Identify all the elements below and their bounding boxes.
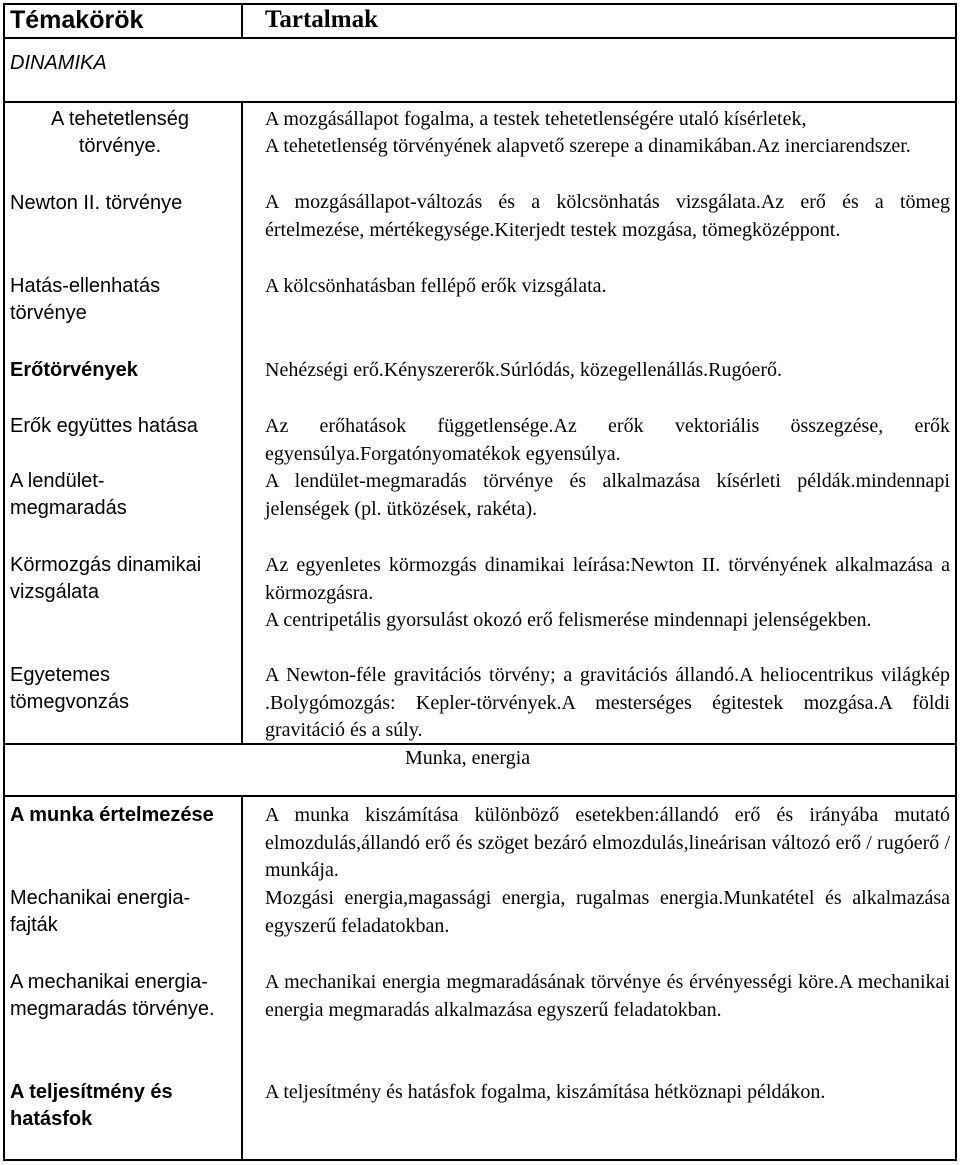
header-row-divider: [3, 37, 957, 39]
table-border-top: [3, 3, 957, 5]
content-megmaradas: A mechanikai energia megmaradásának törvénye és érvényességi köre.A mechanikai energia megmaradás alkalmazása egyszerű feladatokban.: [265, 971, 950, 1021]
content-energiafajtak: Mozgási energia,magassági energia, rugalmas energia.Munkatétel és alkalmazása egyszerű feladatokban.: [265, 887, 950, 937]
content-centripetalis: A centripetális gyorsulást okozó erő felismerése mindennapi jelenségekben.: [265, 609, 872, 631]
header-contents: Tartalmak: [265, 6, 378, 33]
topic-energiafajtak: Mechanikai energia-fajták: [10, 887, 191, 936]
column-divider-body2: [241, 795, 243, 1161]
section2-title-bottom-divider: [3, 795, 957, 797]
section-title-dinamika: DINAMIKA: [10, 52, 107, 74]
table-border-right: [955, 3, 957, 1161]
content-erok-egyuttes: Az erőhatások függetlensége.Az erők vektoriális összegzése, erők egyensúlya.Forgatónyomatékok egyensúlya.: [265, 415, 950, 465]
topic-megmaradas: A mechanikai energia-megmaradás törvénye.: [10, 971, 215, 1020]
table-border-bottom: [3, 1159, 957, 1161]
topic-tehetetlenseg: A tehetetlenség törvénye.: [51, 108, 189, 157]
content-munka: A munka kiszámítása különböző esetekben:állandó erő és irányába mutató elmozdulás,állandó erő és szöget bezáró elmozdulás,lineárisan változó erő / rugóerő / munkája.: [265, 804, 950, 881]
column-divider-body1: [241, 101, 243, 745]
topic-hatas-ellenhatas: Hatás-ellenhatás törvénye: [10, 275, 161, 324]
column-divider-header: [241, 3, 243, 39]
topic-munka: A munka értelmezése: [10, 804, 214, 826]
topic-gravitacio: Egyetemes tömegvonzás: [10, 664, 129, 713]
content-lendulet: A lendület-megmaradás törvénye és alkalmazása kísérleti példák.mindennapi jelenségek (pl. ütközések, rakéta).: [265, 470, 950, 520]
header-topics: Témakörök: [10, 6, 144, 34]
content-mozgasallapot: A mozgásállapot fogalma, a testek tehetetlenségére utaló kísérletek,: [265, 108, 807, 130]
content-kormozgas: Az egyenletes körmozgás dinamikai leírása:Newton II. törvényének alkalmazása a körmozgásra.: [265, 554, 950, 604]
content-erotorvenyek: Nehézségi erő.Kényszererők.Súrlódás, közegellenállás.Rugóerő.: [265, 359, 783, 381]
topic-newton2: Newton II. törvénye: [10, 192, 183, 214]
section-title-munka-energia: Munka, energia: [405, 747, 531, 769]
content-tehetetlenseg: A tehetetlenség törvényének alapvető szerepe a dinamikában.Az inerciarendszer.: [265, 135, 911, 157]
content-kolcsonhatas: A kölcsönhatásban fellépő erők vizsgálata.: [265, 275, 607, 297]
topic-erotorvenyek: Erőtörvények: [10, 359, 138, 381]
content-gravitacio: A Newton-féle gravitációs törvény; a gravitációs állandó.A heliocentrikus világkép .Bolygómozgás: Kepler-törvények.A mesterséges égitestek mozgása.A földi gravitáció és a súly.: [265, 664, 950, 741]
table-border-left: [3, 3, 5, 1161]
topic-erok-egyuttes: Erők együttes hatása: [10, 415, 198, 437]
topic-kormozgas: Körmozgás dinamikai vizsgálata: [10, 554, 202, 603]
content-teljesitmeny: A teljesítmény és hatásfok fogalma, kiszámítása hétköznapi példákon.: [265, 1081, 826, 1103]
content-newton2: A mozgásállapot-változás és a kölcsönhatás vizsgálata.Az erő és a tömeg értelmezése, mértékegysége.Kiterjedt testek mozgása, tömegközéppont.: [265, 191, 950, 241]
section-title-divider: [3, 101, 957, 103]
topic-teljesitmeny: A teljesítmény és hatásfok: [10, 1081, 173, 1130]
topic-lendulet: A lendület-megmaradás: [10, 470, 127, 519]
